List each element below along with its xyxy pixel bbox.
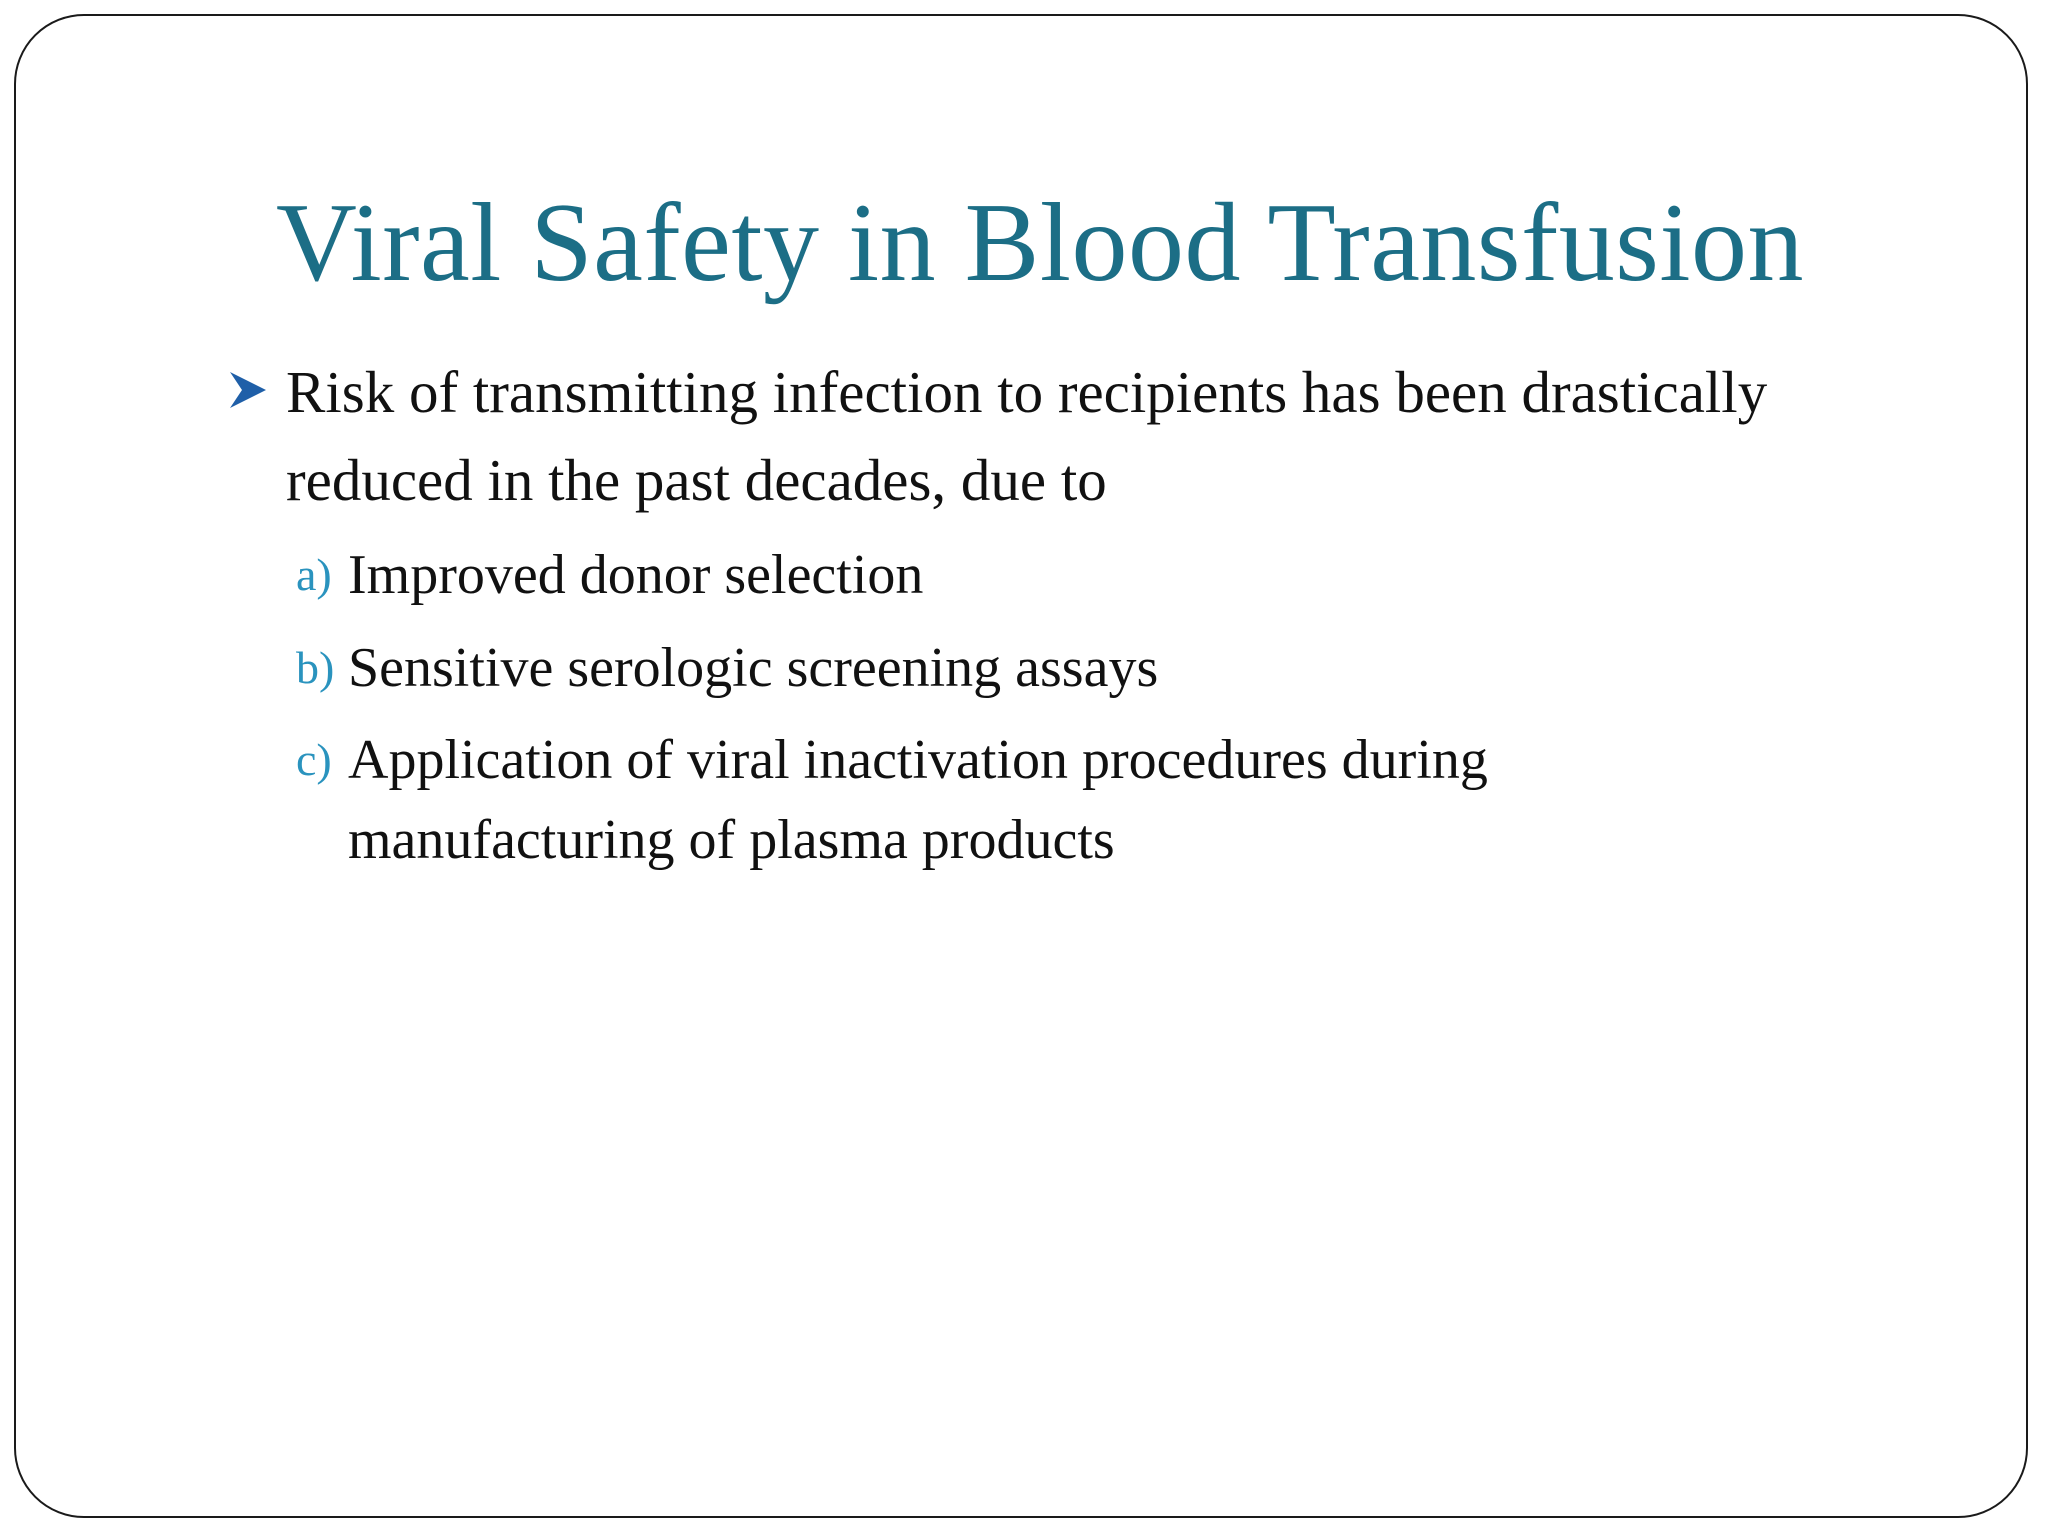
slide-title: Viral Safety in Blood Transfusion bbox=[275, 181, 1804, 305]
bullet-text: Risk of transmitting infection to recipients has been drastically reduced in the past decades, due to bbox=[286, 359, 1768, 513]
arrow-bullet-icon bbox=[228, 370, 268, 410]
bullet-item bbox=[228, 348, 1768, 524]
sub-item-c bbox=[296, 720, 1716, 880]
sub-item-marker: c) bbox=[296, 734, 332, 785]
sub-item-a bbox=[296, 535, 1716, 615]
sub-item-marker: a) bbox=[296, 549, 332, 600]
sub-item-text: Improved donor selection bbox=[348, 544, 924, 606]
sub-item-text: Application of viral inactivation procedures during manufacturing of plasma products bbox=[348, 729, 1488, 871]
sub-item-marker: b) bbox=[296, 642, 335, 693]
sub-item-b bbox=[296, 628, 1716, 708]
sub-item-text: Sensitive serologic screening assays bbox=[348, 637, 1159, 699]
